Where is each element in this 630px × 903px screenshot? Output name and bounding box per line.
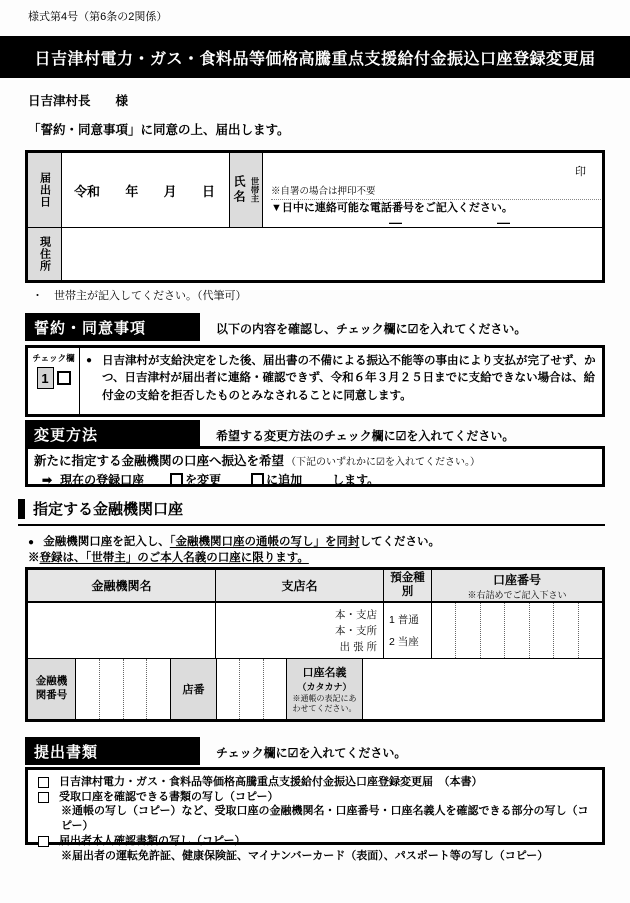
bank-table-code-row — [28, 659, 602, 719]
document-item — [36, 790, 594, 805]
branch-code-input-cell — [217, 659, 287, 719]
phone-dash-2: ― — [497, 215, 510, 230]
seal-note: ※自署の場合は押印不要 — [271, 183, 601, 200]
account-type-cell — [384, 603, 432, 658]
name-label-cell — [230, 153, 263, 227]
account-number-input-cell — [432, 603, 602, 658]
holder-note: ※通帳の表記にあわせてください。 — [292, 694, 357, 713]
date-input-cell[interactable] — [62, 153, 230, 227]
type-option-futsu[interactable]: 1 普通 — [389, 614, 419, 627]
pledge-item-number: 1 — [37, 367, 54, 389]
document-item-note: ※通帳の写し（コピー）など、受取口座の金融機関名・口座番号・口座名義人を確認できる部分の写し（コピー） — [61, 805, 589, 833]
pledge-instruction: 以下の内容を確認し、チェック欄に☑を入れてください。 — [216, 322, 527, 336]
holder-sub-label: （カタカナ） — [297, 682, 352, 692]
document-item-text: 日吉津村電力・ガス・食料品等価格高騰重点支援給付金振込口座登録変更届 （本書） — [59, 776, 483, 788]
account-number-title: 口座番号 — [492, 572, 541, 587]
branch-code-digit-cell[interactable] — [263, 659, 286, 719]
address-input-cell[interactable] — [62, 228, 602, 280]
pledge-check-column — [28, 348, 80, 414]
holder-label: 口座名義 — [302, 667, 347, 679]
branch-name-header: 支店名 — [216, 570, 384, 601]
date-label: 届出日 — [28, 153, 62, 227]
pledge-section-header: 誓約・同意事項 — [25, 313, 200, 341]
pledge-checkbox[interactable] — [57, 371, 71, 385]
phone-dash-1: ― — [389, 215, 402, 230]
method-line1 — [34, 451, 596, 469]
documents-section-header: 提出書類 — [25, 737, 200, 765]
phone-note: ▼日中に連絡可能な電話番号をご記入ください。 — [271, 202, 513, 214]
bank-bullet-line — [28, 533, 440, 549]
check-column-label: チェック欄 — [32, 353, 75, 363]
add-option-label: に追加 — [266, 473, 303, 487]
account-holder-input-cell[interactable] — [363, 659, 602, 719]
bank-code-label: 金融機関番号 — [28, 659, 76, 719]
declaration-statement: 「誓約・同意事項」に同意の上、届出します。 — [28, 123, 290, 137]
method-line2 — [34, 471, 596, 488]
arrow-right-icon: ➡ — [42, 472, 53, 487]
householder-footnote: ・ 世帯主が記入してください。（代筆可） — [32, 290, 247, 302]
bank-note-line — [28, 549, 309, 565]
bank-code-digit-cell[interactable] — [76, 659, 99, 719]
type-option-toza[interactable]: 2 当座 — [389, 635, 419, 648]
branch-option-honshiten[interactable]: 本・支店 — [335, 608, 377, 621]
add-option-checkbox[interactable] — [251, 473, 264, 486]
branch-code-digit-cell[interactable] — [239, 659, 262, 719]
form-title-banner — [0, 36, 630, 78]
bank-section-heading — [18, 498, 605, 526]
name-input-cell[interactable] — [263, 153, 602, 230]
pledge-box — [25, 345, 605, 417]
pledge-text: 日吉津村が支給決定をした後、届出書の不備による振込不能等の事由により支払が完了せず、かつ、日吉津村が届出者に連絡・確認できず、令和６年３月２５日までに支給できない場合は、給付金の支給を拒否したものとみなされることに同意します。 — [102, 355, 596, 402]
change-option-label: を変更 — [185, 473, 222, 487]
bank-heading-text: 指定する金融機関口座 — [33, 501, 184, 518]
bank-note-underlined: 登録は、「世帯主」のご本人名義の口座に限ります。 — [39, 552, 309, 564]
bank-code-digit-cell[interactable] — [146, 659, 170, 719]
account-digit-cell[interactable] — [529, 603, 553, 658]
bank-table — [25, 567, 605, 722]
method-box — [25, 446, 605, 487]
bank-name-input-cell[interactable] — [28, 603, 216, 658]
account-digit-cell[interactable] — [480, 603, 504, 658]
form-title: 日吉津村電力・ガス・食料品等価格高騰重点支援給付金振込口座登録変更届 — [34, 50, 596, 68]
bank-code-digit-cell[interactable] — [99, 659, 123, 719]
pledge-bullet: ● — [86, 355, 93, 366]
branch-name-input-cell[interactable] — [216, 603, 384, 658]
applicant-row-date-name — [28, 153, 602, 228]
current-account-label: 現在の登録口座 — [60, 473, 145, 487]
account-number-note: ※右詰めでご記入下さい — [467, 589, 567, 600]
bullet-icon: ● — [28, 537, 35, 548]
addressee: 日吉津村長 様 — [28, 94, 129, 108]
applicant-table — [25, 150, 605, 283]
pledge-body — [80, 348, 602, 414]
heading-bar-icon — [18, 499, 25, 519]
account-digit-cell[interactable] — [578, 603, 602, 658]
account-holder-label-cell — [287, 659, 363, 719]
account-number-header — [432, 570, 602, 601]
bank-bullet-pre: 金融機関口座を記入し、 — [43, 536, 170, 548]
bank-code-input-cell — [76, 659, 171, 719]
documents-box — [25, 767, 605, 862]
month-label: 月 — [163, 183, 177, 199]
document-item-note: ※届出者の運転免許証、健康保険証、マイナンバーカード（表面）、パスポート等の写し（コピー） — [61, 849, 549, 862]
method-line2-suffix: します。 — [332, 473, 380, 487]
bank-bullet-post: してください。 — [359, 536, 440, 548]
document-checkbox-1[interactable] — [38, 777, 49, 788]
bank-bullet-underlined: 「金融機関口座の通帳の写し」を同封 — [169, 536, 360, 548]
branch-code-digit-cell[interactable] — [217, 659, 239, 719]
document-checkbox-2[interactable] — [38, 792, 49, 803]
householder-label: 世帯主 — [250, 177, 260, 203]
branch-option-shutchojo[interactable]: 出 張 所 — [339, 641, 377, 654]
form-number: 様式第4号（第6条の2関係） — [28, 11, 168, 23]
account-digit-cell[interactable] — [504, 603, 528, 658]
account-digit-cell[interactable] — [553, 603, 577, 658]
account-digit-cell[interactable] — [432, 603, 455, 658]
address-label: 現住所 — [28, 228, 62, 280]
year-label: 年 — [125, 183, 139, 199]
bank-note-mark: ※ — [28, 552, 40, 564]
applicant-row-address — [28, 228, 602, 280]
day-label: 日 — [201, 183, 215, 199]
document-item — [36, 775, 594, 790]
documents-instruction: チェック欄に☑を入れてください。 — [216, 746, 407, 760]
bank-name-header: 金融機関名 — [28, 570, 216, 601]
pledge-check-row — [37, 367, 71, 389]
document-item — [36, 834, 594, 849]
bank-code-digit-cell[interactable] — [123, 659, 147, 719]
branch-code-label: 店番 — [171, 659, 217, 719]
bank-table-input-row — [28, 603, 602, 659]
name-label: 氏名 — [232, 175, 246, 205]
era-label: 令和 — [74, 183, 101, 199]
document-item-text: 届出者本人確認書類の写し（コピー） — [59, 834, 246, 847]
method-section-header: 変更方法 — [25, 420, 200, 448]
document-item-text: 受取口座を確認できる書類の写し（コピー） — [59, 790, 279, 803]
account-type-header: 預金種別 — [384, 570, 432, 601]
method-line1-main: 新たに指定する金融機関の口座へ振込を希望 — [34, 454, 285, 468]
account-digit-cell[interactable] — [455, 603, 479, 658]
bank-table-header-row — [28, 570, 602, 603]
method-instruction: 希望する変更方法のチェック欄に☑を入れてください。 — [216, 429, 515, 443]
seal-mark: 印 — [575, 166, 586, 178]
document-checkbox-3[interactable] — [38, 836, 49, 847]
branch-option-honshisho[interactable]: 本・支所 — [335, 624, 377, 637]
method-line1-note: （下記のいずれかに☑を入れてください。） — [286, 457, 480, 468]
change-option-checkbox[interactable] — [170, 473, 183, 486]
